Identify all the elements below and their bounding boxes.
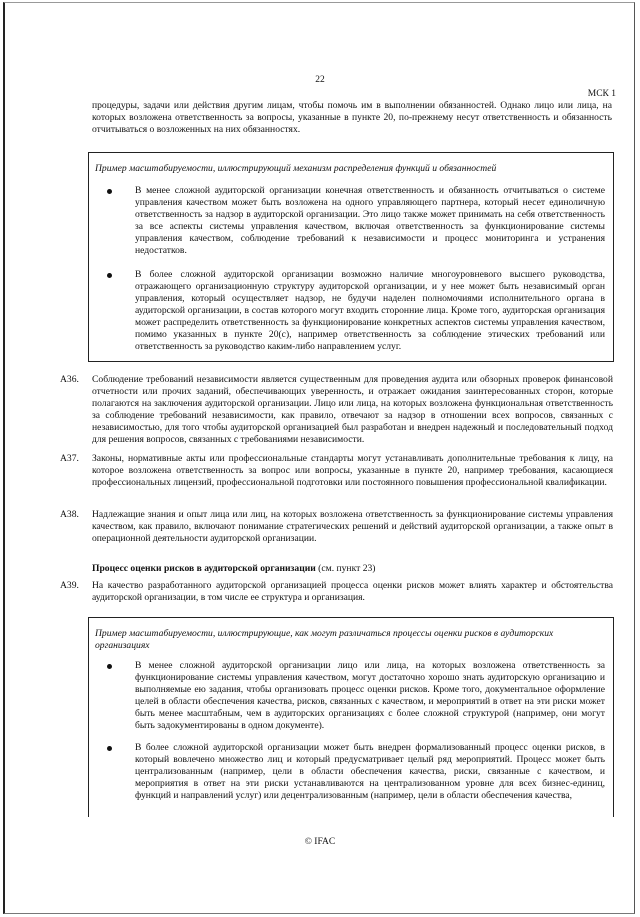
box-2-item-text: В более сложной аудиторской организации может быть внедрен формализованный процесс оценки рисков, в который вовлечено множество лиц и который предусматривает целый ряд мероприятий. Процесс может быть централизованным (например, цели в области обеспечения качества, риски, связанные с качеством, и мероприятия в ответ на эти риски устанавливаются на централизованном уровне для всех бизнес-единиц, функций и направлений услуг) или децентрализованным (например, цели в области обеспечения качества, [135,742,605,801]
paragraph-number: А36. [60,374,79,385]
bullet-icon [107,746,112,751]
box-2-title: Пример масштабируемости, иллюстрирующие, как могут различаться процессы оценки рисков в аудиторских организациях [95,628,554,651]
paragraph-number: А37. [60,453,79,464]
box-1-item-text: В более сложной аудиторской организации возможно наличие многоуровневого высшего руководства, отражающего организационную структуру аудиторской организации, и у нее может быть независимый орган управления, который осуществляет надзор, не будучи наделен полномочиями исполнительного органа в аудиторской организации, в состав которого могут входить сторонние лица. Кроме того, аудиторская организация может распределить ответственность за функционирование конкретных аспектов системы управления качеством, помимо указанных в пункте 20(с), например ответственность за соблюдение этических требований или ответственность за руководство каким-либо направлением услуг. [135,269,605,352]
box-1-title: Пример масштабируемости, иллюстрирующий механизм распределения функций и обязанностей [95,163,497,174]
paragraph-a39 [60,580,613,604]
section-heading-title: Процесс оценки рисков в аудиторской организации [92,563,316,574]
paragraph-a38 [60,509,613,545]
bullet-icon [107,664,112,669]
box-1-item-text: В менее сложной аудиторской организации конечная ответственность и обязанность отчитываться о системе управления качеством может быть возложена на одного управляющего партнера, который несет единоличную ответственность за надзор в аудиторской организации. Это лицо также может принимать на себя ответственность за все аспекты системы управления качеством, включая ответственность за функционирование системы управления качеством, соблюдение требований к независимости и процесс мониторинга и устранения недостатков. [135,185,605,256]
section-heading-reference: (см. пункт 23) [315,563,376,574]
page-number: 22 [315,75,325,85]
paragraph-text: Законы, нормативные акты или профессиональные стандарты могут устанавливать дополнительные требования к лицу, на которое возложена ответственность за вопрос или вопросы, указанные в пункте 20, например требования, касающиеся профессиональных лицензий, профессиональной подготовки или постоянного повышения профессиональной квалификации. [92,453,613,488]
scalability-example-box-2 [88,617,614,817]
bullet-icon [107,189,112,194]
scalability-example-box-1 [88,152,614,362]
box-1-item [95,269,605,353]
paragraph-a37 [60,453,613,489]
footer-copyright: © IFAC [304,837,336,847]
paragraph-number: А38. [60,509,79,520]
paragraph-text: На качество разработанного аудиторской организацией процесса оценки рисков может влиять характер и обстоятельства аудиторской организации, в том числе ее структура и организация. [92,580,613,603]
paragraph-number: А39. [60,580,79,591]
box-1-item [95,185,605,257]
paragraph-a36 [60,374,613,446]
bullet-icon [107,273,112,278]
intro-paragraph: процедуры, задачи или действия другим лицам, чтобы помочь им в выполнении обязанностей. Однако лицо или лица, на которых возложена ответственность за вопросы, указанные в пункте 20, по-прежнему несут ответственность и обязанность отчитываться о возложенных на них обязанностях. [92,100,612,135]
paragraph-text: Соблюдение требований независимости является существенным для проведения аудита или обзорных проверок финансовой отчетности или прочих заданий, обеспечивающих уверенность, и отражает ожидания заинтересованных сторон, которые полагаются на заключения аудиторской организации. Лицо или лица, на которых возложена функциональная ответственность за соблюдение требований независимости, как правило, отвечают за надзор в отношении всех вопросов, связанных с независимостью, для того чтобы аудиторской организацией был разработан и внедрен надежный и последовательный подход для решения вопросов, связанных с требованиями независимости. [92,374,613,445]
box-2-item [95,660,605,732]
box-2-item-text: В менее сложной аудиторской организации лицо или лица, на которых возложена ответственность за функционирование системы управления качеством, могут достаточно хорошо знать аудиторскую организацию и выполняемые ею задания, чтобы организовать процесс оценки рисков. Кроме того, документальное оформление целей в области обеспечения качества, рисков, связанных с качеством, и мероприятий в ответ на эти риски может быть менее масштабным, чем в аудиторских организациях с более сложной структурой (например, они могут быть задокументированы в одном документе). [135,660,605,731]
paragraph-text: Надлежащие знания и опыт лица или лиц, на которых возложена ответственность за функционирование системы управления качеством, как правило, включают понимание стратегических решений и действий аудиторской организации, а также опыт в операционной деятельности аудиторской организации. [92,509,613,544]
section-heading [92,563,375,575]
document-code: МСК 1 [587,89,616,99]
box-2-item [95,742,605,802]
